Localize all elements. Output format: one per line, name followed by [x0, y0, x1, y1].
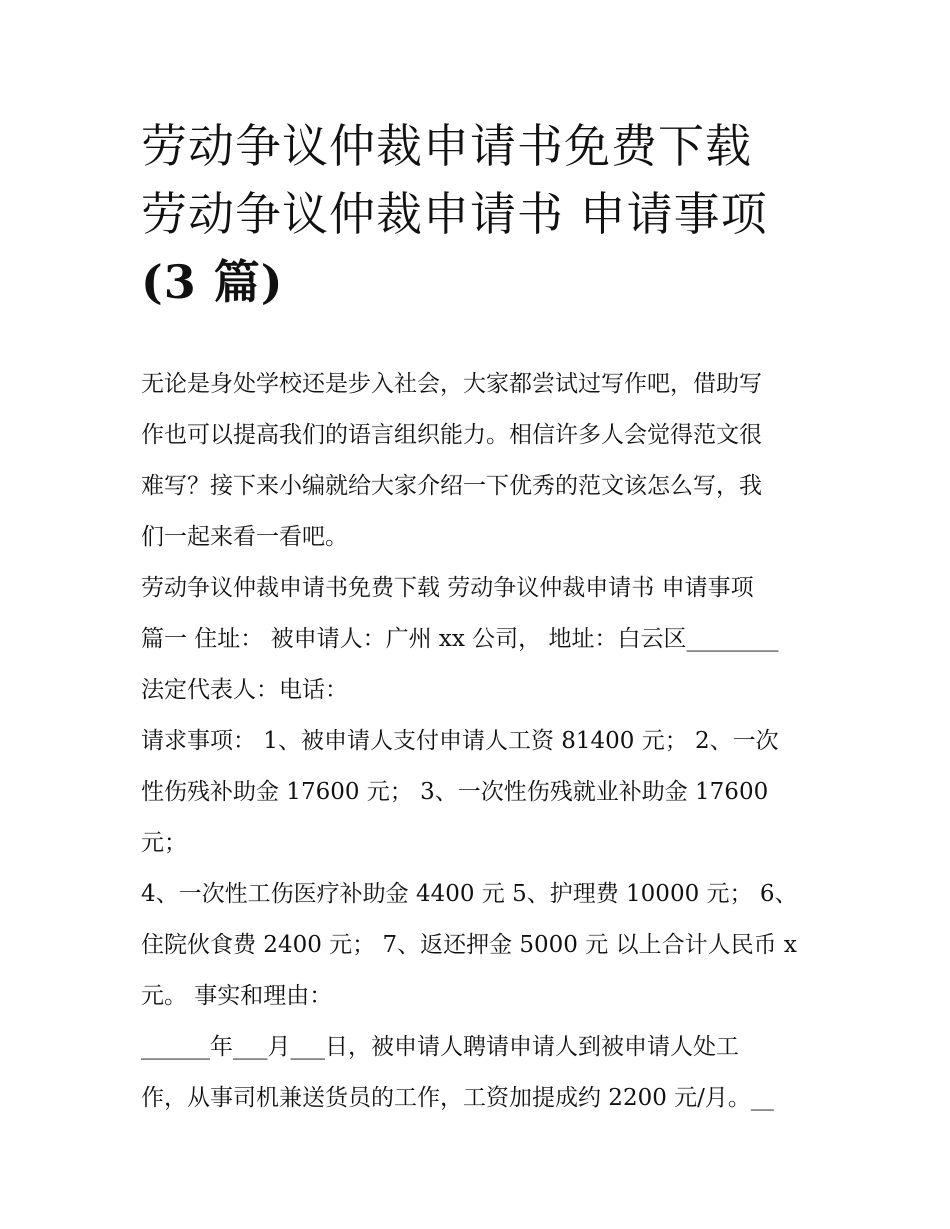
body-line: 们一起来看一看吧。 — [141, 524, 348, 550]
body-line: 作，从事司机兼送货员的工作，工资加提成约 2200 元/月。__ — [141, 1085, 774, 1111]
body-line: 篇一 住址： 被申请人：广州 xx 公司， 地址：白云区________ — [141, 626, 779, 652]
document-title — [141, 112, 821, 316]
body-line: 请求事项： 1、被申请人支付申请人工资 81400 元； 2、一次 — [141, 728, 779, 754]
body-line: 住院伙食费 2400 元； 7、返还押金 5000 元 以上合计人民币 x — [141, 932, 797, 958]
body-line: 元。 事实和理由： — [141, 983, 333, 1009]
body-line: 法定代表人：电话： — [141, 677, 348, 703]
body-line: 4、一次性工伤医疗补助金 4400 元 5、护理费 10000 元； 6、 — [141, 881, 798, 907]
body-line: 难写？接下来小编就给大家介绍一下优秀的范文该怎么写，我 — [141, 473, 762, 499]
body-line: 性伤残补助金 17600 元； 3、一次性伤残就业补助金 17600 — [141, 779, 769, 805]
document-page — [141, 112, 821, 1111]
body-line: ______年___月___日，被申请人聘请申请人到被申请人处工 — [141, 1034, 739, 1060]
body-line: 元； — [141, 830, 187, 856]
body-line: 无论是身处学校还是步入社会，大家都尝试过写作吧，借助写 — [141, 371, 762, 397]
body-line: 劳动争议仲裁申请书免费下载 劳动争议仲裁申请书 申请事项 — [141, 575, 754, 601]
title-line-2: 劳动争议仲裁申请书 申请事项 — [141, 187, 768, 241]
document-body — [141, 359, 821, 1124]
title-line-1: 劳动争议仲裁申请书免费下载 — [141, 119, 752, 173]
body-line: 作也可以提高我们的语言组织能力。相信许多人会觉得范文很 — [141, 422, 762, 448]
title-line-3: (3 篇) — [141, 255, 284, 309]
